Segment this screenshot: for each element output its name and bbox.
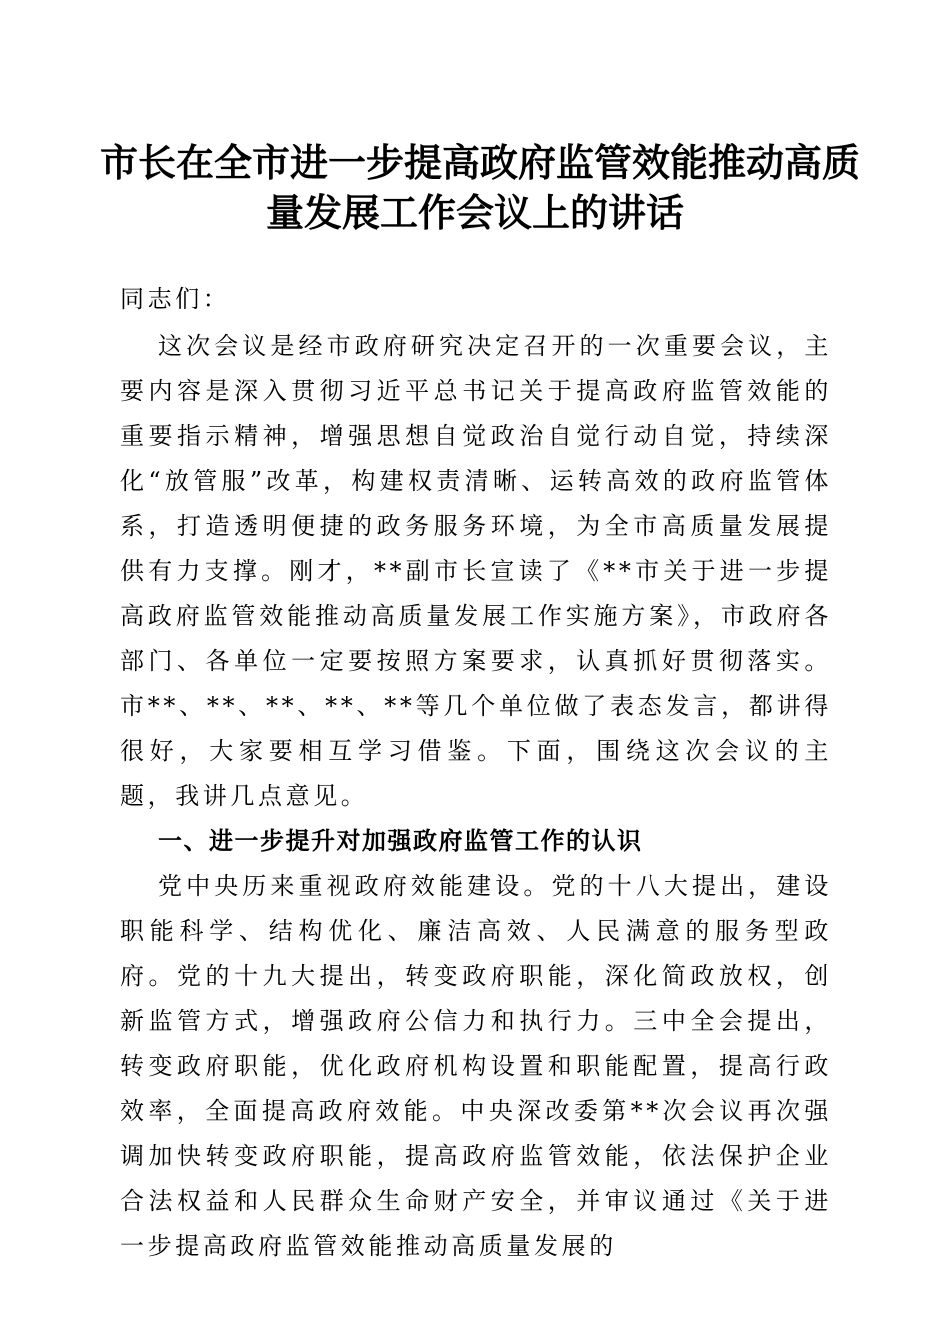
salutation: 同志们： bbox=[120, 285, 231, 313]
section-heading-1: 一、进一步提升对加强政府监管工作的认识 bbox=[158, 827, 643, 855]
title-line-1: 市长在全市进一步提高政府监管效能推动高质 bbox=[100, 140, 861, 185]
paragraph-section-1: 党中央历来重视政府效能建设。党的十八大提出，建设职能科学、结构优化、廉洁高效、人民满意的服务型政府。党的十九大提出，转变政府职能，深化简政放权，创新监管方式，增强政府公信力和执行力。三中全会提出，转变政府职能，优化政府机构设置和职能配置，提高行政效率，全面提高政府效能。中央深改委第**次会议再次强调加快转变政府职能，提高政府监管效能，依法保护企业合法权益和人民群众生命财产安全，并审议通过《关于进一步提高政府监管效能推动高质量发展的 bbox=[120, 872, 832, 1260]
document-body bbox=[120, 324, 832, 1269]
title-line-2: 量发展工作会议上的讲话 bbox=[265, 190, 684, 235]
document-title bbox=[100, 138, 861, 238]
paragraph-intro: 这次会议是经市政府研究决定召开的一次重要会议，主要内容是深入贯彻习近平总书记关于提高政府监管效能的重要指示精神，增强思想自觉政治自觉行动自觉，持续深化“放管服”改革，构建权责清晰、运转高效的政府监管体系，打造透明便捷的政务服务环境，为全市高质量发展提供有力支撑。刚才，**副市长宣读了《**市关于进一步提高政府监管效能推动高质量发展工作实施方案》，市政府各部门、各单位一定要按照方案要求，认真抓好贯彻落实。市**、**、**、**、**等几个单位做了表态发言，都讲得很好，大家要相互学习借鉴。下面，围绕这次会议的主题，我讲几点意见。 bbox=[120, 332, 832, 810]
